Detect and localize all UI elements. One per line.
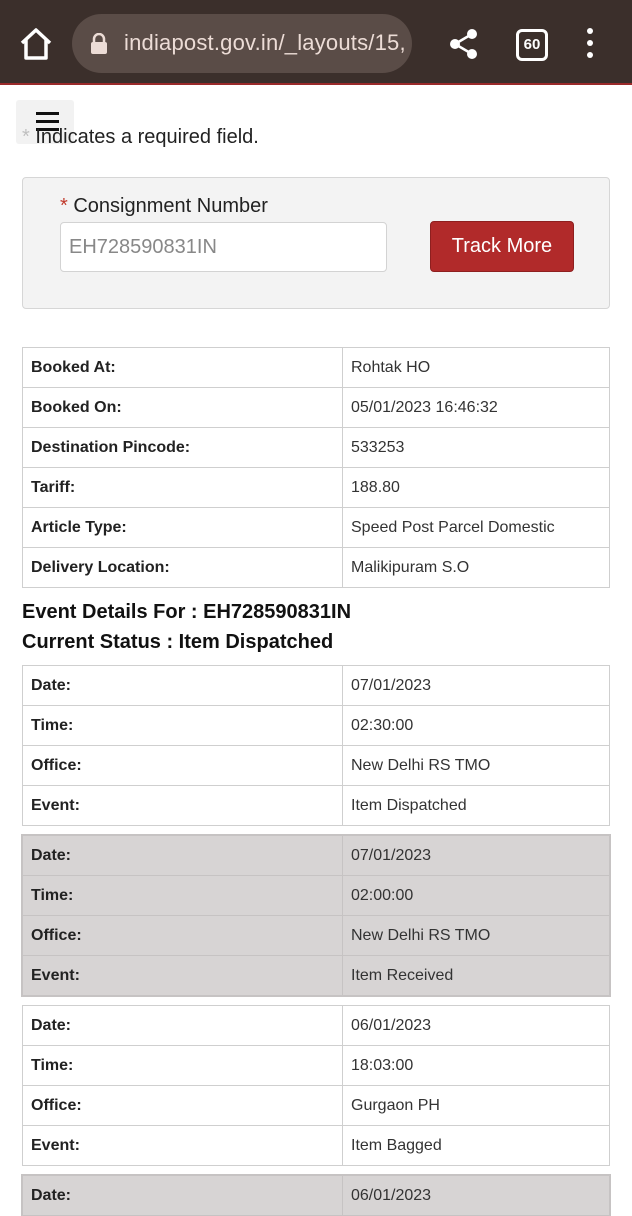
office-label: Office: [23,916,343,956]
table-row [23,956,610,996]
time-label: Time: [23,876,343,916]
lock-icon [90,33,108,55]
date-label: Date: [23,836,343,876]
required-note-text: Indicates a required field. [29,126,259,148]
time-value: 02:00:00 [343,876,610,916]
time-label: Time: [23,1046,343,1086]
table-row [23,1006,610,1046]
table-row [23,428,610,468]
required-star: * [60,195,68,217]
table-row [23,348,610,388]
event-label: Event: [23,956,343,996]
table-row [23,1046,610,1086]
required-field-note [22,126,259,149]
current-status: Current Status : Item Dispatched [22,631,334,653]
event-label: Event: [23,786,343,826]
booked-at-value: Rohtak HO [343,348,610,388]
event-table [22,1005,610,1166]
browser-toolbar [0,0,632,85]
office-label: Office: [23,746,343,786]
date-label: Date: [23,1176,343,1216]
tabs-icon[interactable]: 60 [516,29,548,61]
booked-at-label: Booked At: [23,348,343,388]
consignment-number-input[interactable] [60,222,387,272]
table-row [23,916,610,956]
article-type-value: Speed Post Parcel Domestic [343,508,610,548]
share-icon[interactable] [448,27,480,61]
time-label: Time: [23,706,343,746]
office-value: Gurgaon PH [343,1086,610,1126]
office-value: New Delhi RS TMO [343,746,610,786]
table-row [23,786,610,826]
table-row [23,548,610,588]
destination-pincode-label: Destination Pincode: [23,428,343,468]
table-row [23,706,610,746]
table-row [23,1086,610,1126]
table-row [23,836,610,876]
event-value: Item Bagged [343,1126,610,1166]
table-row [23,746,610,786]
destination-pincode-value: 533253 [343,428,610,468]
date-value: 06/01/2023 [343,1176,610,1216]
delivery-location-value: Malikipuram S.O [343,548,610,588]
table-row [23,1126,610,1166]
table-row [23,388,610,428]
office-value: New Delhi RS TMO [343,916,610,956]
date-value: 06/01/2023 [343,1006,610,1046]
booked-on-label: Booked On: [23,388,343,428]
url-text: indiapost.gov.in/_layouts/15, [124,30,406,55]
track-more-button[interactable]: Track More [430,221,574,272]
date-label: Date: [23,1006,343,1046]
table-row [23,876,610,916]
delivery-location-label: Delivery Location: [23,548,343,588]
table-row [23,508,610,548]
event-details-title: Event Details For : EH728590831IN [22,601,352,623]
table-row [23,1176,610,1216]
office-label: Office: [23,1086,343,1126]
tariff-value: 188.80 [343,468,610,508]
tariff-label: Tariff: [23,468,343,508]
event-table [22,665,610,826]
event-table [22,1175,610,1216]
date-value: 07/01/2023 [343,666,610,706]
article-type-label: Article Type: [23,508,343,548]
booked-on-value: 05/01/2023 16:46:32 [343,388,610,428]
date-value: 07/01/2023 [343,836,610,876]
table-row [23,468,610,508]
event-table [22,835,610,996]
table-row [23,666,610,706]
consignment-label-text: Consignment Number [67,195,268,217]
required-star: * [22,126,30,148]
date-label: Date: [23,666,343,706]
time-value: 18:03:00 [343,1046,610,1086]
consignment-label [60,195,268,218]
more-vert-icon[interactable] [580,28,600,60]
address-bar[interactable] [72,14,412,73]
booking-details-table [22,347,610,588]
consignment-form [22,177,610,309]
page-heading-clipped [22,56,29,87]
event-value: Item Received [343,956,610,996]
event-value: Item Dispatched [343,786,610,826]
time-value: 02:30:00 [343,706,610,746]
event-label: Event: [23,1126,343,1166]
